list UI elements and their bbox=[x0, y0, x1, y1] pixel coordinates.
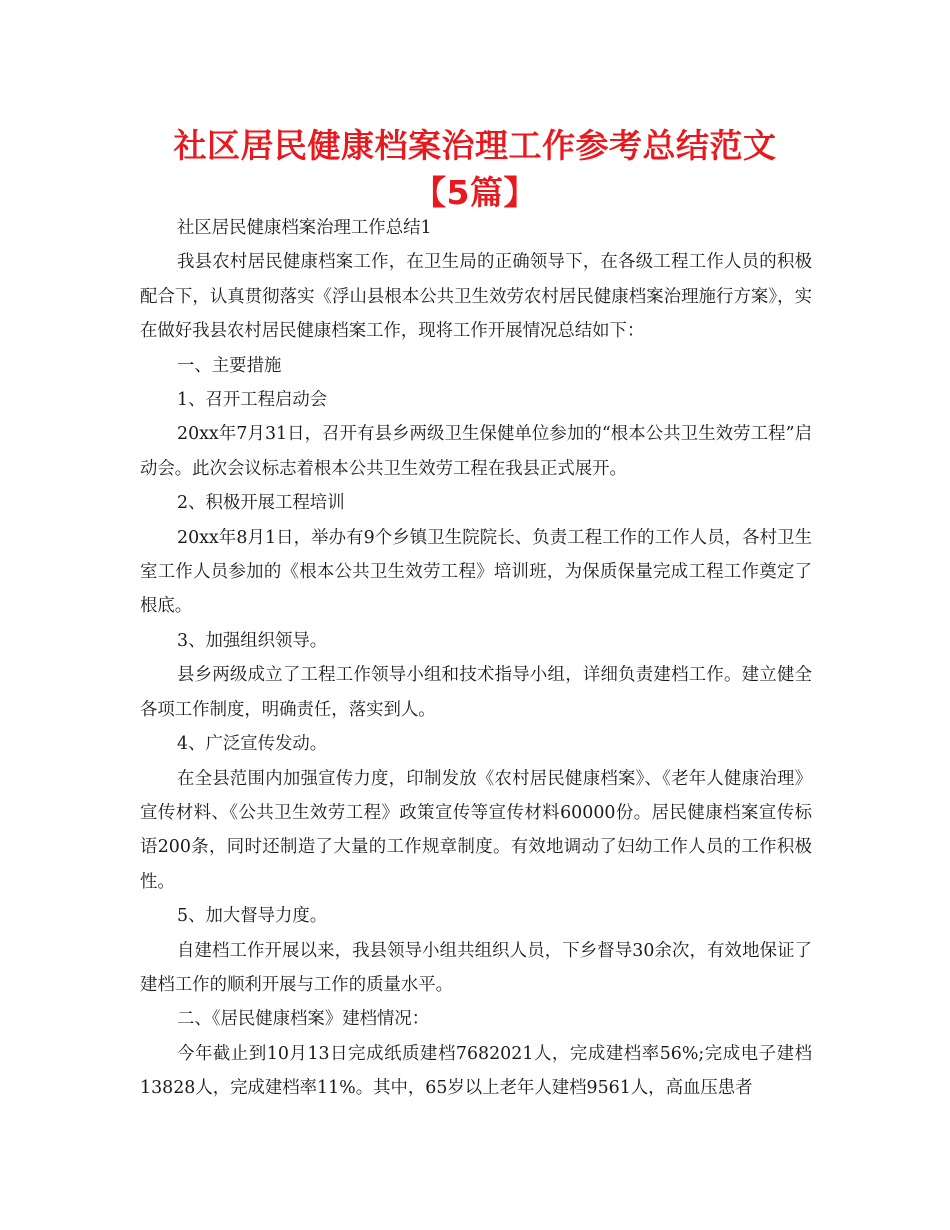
paragraph: 20xx年8月1日，举办有9个乡镇卫生院院长、负责工程工作的工作人员，各村卫生室工作人员参加的《根本公共卫生效劳工程》培训班，为保质保量完成工程工作奠定了根底。 bbox=[140, 527, 812, 617]
subsection-heading: 3、加强组织领导。 bbox=[177, 630, 328, 651]
document-body bbox=[140, 211, 812, 1106]
subsection-heading: 2、积极开展工程培训 bbox=[177, 493, 345, 514]
subsection-heading: 4、广泛宣传发动。 bbox=[177, 734, 328, 755]
paragraph: 今年截止到10月13日完成纸质建档7682021人，完成建档率56%;完成电子建档13828人，完成建档率11%。其中，65岁以上老年人建档9561人，高血压患者 bbox=[140, 1043, 812, 1099]
section-heading: 二、《居民健康档案》建档情况： bbox=[177, 1009, 430, 1030]
section-heading: 一、主要措施 bbox=[177, 355, 282, 376]
subsection-heading: 1、召开工程启动会 bbox=[177, 390, 328, 411]
paragraph: 县乡两级成立了工程工作领导小组和技术指导小组，详细负责建档工作。建立健全各项工作制度，明确责任，落实到人。 bbox=[140, 665, 812, 720]
section-heading: 社区居民健康档案治理工作总结1 bbox=[177, 218, 432, 238]
document-title: 社区居民健康档案治理工作参考总结范文【5篇】 bbox=[173, 126, 777, 212]
paragraph: 20xx年7月31日，召开有县乡两级卫生保健单位参加的“根本公共卫生效劳工程”启动会。此次会议标志着根本公共卫生效劳工程在我县正式展开。 bbox=[140, 424, 812, 479]
paragraph: 在全县范围内加强宣传力度，印制发放《农村居民健康档案》、《老年人健康治理》宣传材料、《公共卫生效劳工程》政策宣传等宣传材料60000份。居民健康档案宣传标语200条，同时还制造了大量的工作规章制度。有效地调动了妇幼工作人员的工作积极性。 bbox=[140, 768, 812, 892]
paragraph: 自建档工作开展以来，我县领导小组共组织人员，下乡督导30余次，有效地保证了建档工作的顺利开展与工作的质量水平。 bbox=[140, 940, 812, 995]
paragraph: 我县农村居民健康档案工作，在卫生局的正确领导下，在各级工程工作人员的积极配合下，认真贯彻落实《浮山县根本公共卫生效劳农村居民健康档案治理施行方案》，实在做好我县农村居民健康档案工作，现将工作开展情况总结如下： bbox=[140, 252, 812, 342]
subsection-heading: 5、加大督导力度。 bbox=[177, 906, 328, 927]
